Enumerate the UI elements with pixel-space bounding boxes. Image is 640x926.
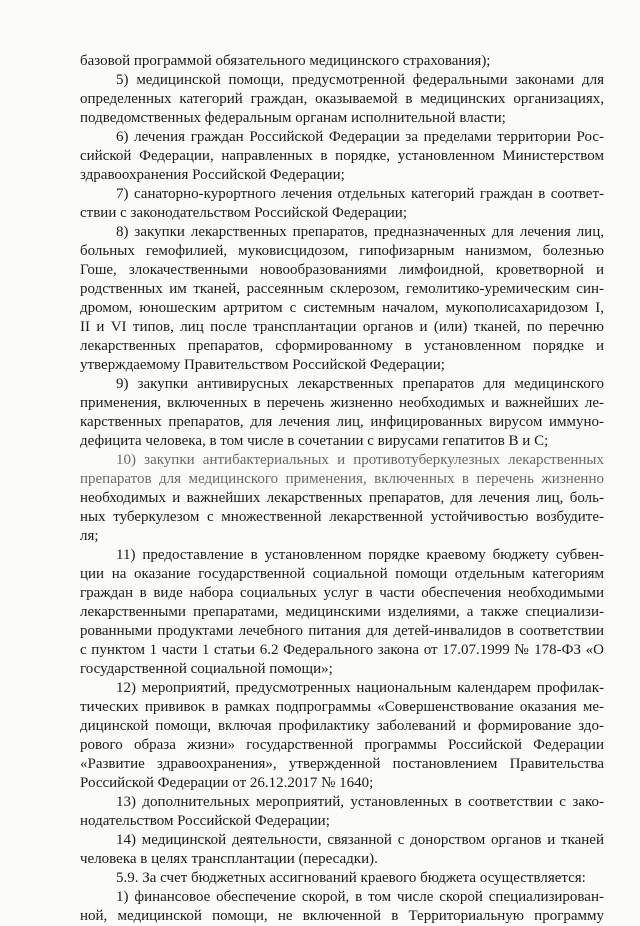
text-line: больных гемофилией, муковисцидозом, гипофизарным нанизмом, болезнью: [80, 243, 604, 259]
text-line: определенных категорий граждан, оказываемой в медицинских организациях,: [80, 91, 604, 107]
text-line: сийской Федерации, направленных в порядке, установленном Министерством: [80, 148, 604, 164]
text-line: рового образа жизни» государственной программы Российской Федерации: [80, 737, 604, 753]
text-line: ных туберкулезом с множественной лекарственной устойчивостью возбудите-: [80, 509, 604, 525]
text-line: граждан в виде набора социальных услуг в части обеспечения необходимыми: [80, 585, 604, 601]
text-line: 7) санаторно-курортного лечения отдельных категорий граждан в соответ-: [116, 186, 604, 202]
text-line: нодательством Российской Федерации;: [80, 813, 330, 829]
text-line: «Развитие здравоохранения», утвержденной постановлением Правительства: [80, 756, 604, 772]
text-line: 12) мероприятий, предусмотренных национальным календарем профилак-: [116, 680, 604, 696]
text-line: II и VI типов, лиц после трансплантации органов и (или) тканей, по перечню: [80, 319, 604, 335]
text-line: необходимых и важнейших лекарственных препаратов, для лечения лиц, боль-: [80, 490, 604, 506]
text-line: применения, включенных в перечень жизненно необходимых и важнейших ле-: [80, 395, 604, 411]
text-line: карственных препаратов, для лечения лиц, инфицированных вирусом иммуно-: [80, 414, 604, 430]
text-line: ля;: [80, 528, 99, 544]
text-line: 6) лечения граждан Российской Федерации за пределами территории Рос-: [116, 129, 604, 145]
text-line: 14) медицинской деятельности, связанной с донорством органов и тканей: [116, 832, 604, 848]
text-line: 11) предоставление в установленном порядке краевому бюджету субвен-: [116, 547, 604, 563]
text-line: ции на оказание государственной социальной помощи отдельным категориям: [80, 566, 604, 582]
text-line: дефицита человека, в том числе в сочетании с вирусами гепатитов В и С;: [80, 433, 549, 449]
text-line: родственных им тканей, рассеянным склерозом, гемолитико-уремическим син-: [80, 281, 604, 297]
text-line: базовой программой обязательного медицинского страхования);: [80, 53, 491, 69]
text-line: лекарственными препаратами, медицинскими изделиями, а также специализи-: [80, 604, 604, 620]
text-line: ствии с законодательством Российской Федерации;: [80, 205, 407, 221]
text-line: с пунктом 1 части 1 статьи 6.2 Федерального закона от 17.07.1999 № 178-ФЗ «О: [80, 642, 604, 658]
text-line: Российской Федерации от 26.12.2017 № 1640;: [80, 775, 374, 791]
text-line: ной, медицинской помощи, не включенной в Территориальную программу: [80, 908, 604, 924]
text-line: тических прививок в рамках подпрограммы «Совершенствование оказания ме-: [80, 699, 604, 715]
text-line: здравоохранения Российской Федерации;: [80, 167, 345, 183]
text-line: 5.9. За счет бюджетных ассигнований краевого бюджета осуществляется:: [116, 870, 586, 886]
text-line: утверждаемому Правительством Российской Федерации;: [80, 357, 445, 373]
text-line: Гоше, злокачественными новообразованиями лимфоидной, кроветворной и: [80, 262, 604, 278]
document-body: [80, 52, 604, 926]
text-line: 5) медицинской помощи, предусмотренной федеральными законами для: [116, 72, 604, 88]
text-line: подведомственных федеральным органам исполнительной власти;: [80, 110, 506, 126]
text-line: 9) закупки антивирусных лекарственных препаратов для медицинского: [116, 376, 604, 392]
text-line: 8) закупки лекарственных препаратов, предназначенных для лечения лиц,: [116, 224, 604, 240]
text-line: человека в целях трансплантации (пересадки).: [80, 851, 378, 867]
text-line: дромом, юношеским артритом с системным началом, мукополисахаридозом I,: [80, 300, 604, 316]
text-line: лекарственных препаратов, сформированному в установленном порядке и: [80, 338, 604, 354]
text-line: 1) финансовое обеспечение скорой, в том числе скорой специализирован-: [116, 889, 604, 905]
text-line: препаратов для медицинского применения, включенных в перечень жизненно: [80, 471, 604, 487]
text-line: рованными продуктами лечебного питания для детей-инвалидов в соответствии: [80, 623, 604, 639]
text-line: дицинской помощи, включая профилактику заболеваний и формирование здо-: [80, 718, 604, 734]
text-line: 13) дополнительных мероприятий, установленных в соответствии с зако-: [116, 794, 604, 810]
text-line: 10) закупки антибактериальных и противотуберкулезных лекарственных: [116, 452, 604, 468]
text-line: государственной социальной помощи»;: [80, 661, 333, 677]
